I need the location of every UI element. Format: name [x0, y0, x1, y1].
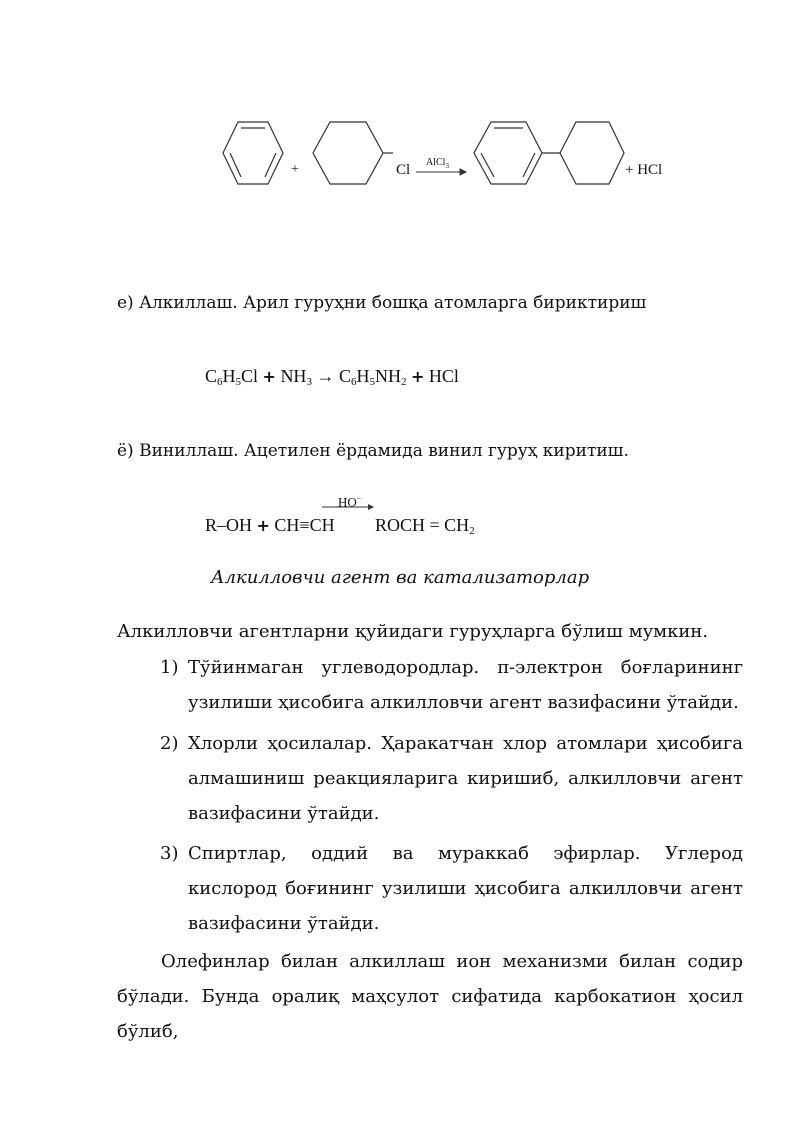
final-paragraph: Олефинлар билан алкиллаш ион механизми билан содир бўлади. Бунда оралиқ маҳсулот сифатида карбокатион ҳосил бўлиб,: [117, 951, 743, 1042]
plus-sign: +: [291, 162, 299, 177]
equation-alkylation: $C_6H_5Cl + NH_3 \to C_6H_5NH_2$ + HCl: [205, 366, 459, 388]
chlorine-label: Cl: [396, 162, 411, 178]
list-item: 1) Тўйинмаган углеводородлар. π-электрон боғларининг узилиши ҳисобига алкилловчи агент вазифасини ўтайди.: [160, 657, 743, 713]
heading-alkylation: е) Алкиллаш. Арил гуруҳни бошқа атомларга бириктириш: [117, 293, 647, 313]
equation-product: ROCH = $CH_2$: [375, 515, 475, 537]
vinylation-arrow: [322, 502, 374, 512]
product-hcl: + HCl: [625, 162, 663, 178]
benzene-structure: [223, 122, 283, 184]
cyclohexane-structure: [313, 122, 393, 184]
vinylation-catalyst: HO−: [338, 494, 362, 510]
list-item: 2) Хлорли ҳосилалар. Ҳаракатчан хлор атомлари ҳисобига алмашиниш реакцияларига киришиб, алкилловчи агент вазифасини ўтайди.: [160, 733, 743, 824]
reaction-scheme: [0, 0, 800, 230]
intro-paragraph: Алкилловчи агентларни қуйидаги гуруҳларга бўлиш мумкин.: [117, 621, 709, 642]
list-item: 3) Спиртлар, оддий ва мураккаб эфирлар. Углерод кислород боғининг узилиши ҳисобига алкилловчи агент вазифасини ўтайди.: [160, 843, 743, 934]
heading-vinylation: ё) Виниллаш. Ацетилен ёрдамида винил гуруҳ киритиш.: [117, 441, 629, 461]
section-title: Алкилловчи агент ва катализаторлар: [210, 567, 590, 588]
equation-left: R–OH + CH≡CH: [205, 515, 335, 535]
product-structure: [474, 122, 624, 184]
catalyst-label: AlCl$_3$: [426, 157, 449, 170]
